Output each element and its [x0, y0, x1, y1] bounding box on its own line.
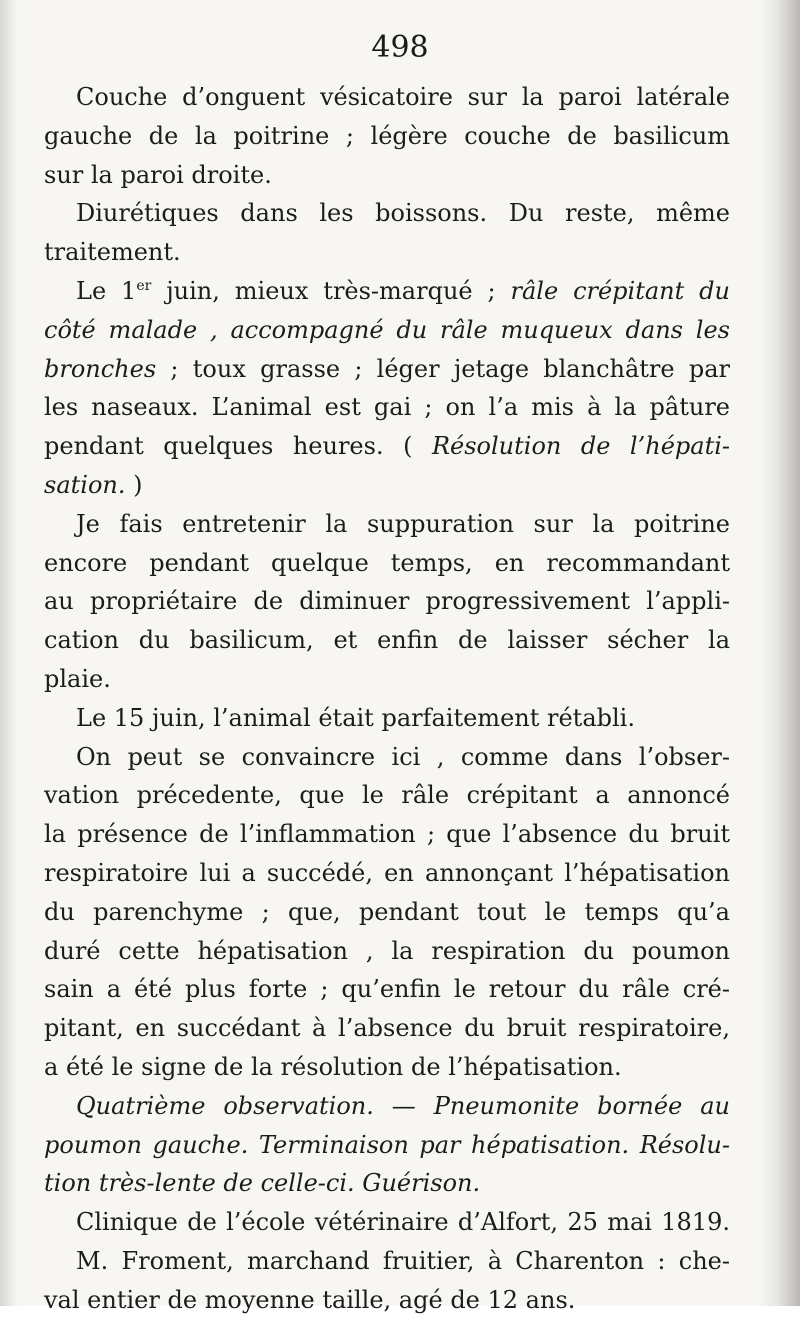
- text-line: [44, 272, 730, 311]
- text-line: [44, 427, 730, 466]
- text-line: [44, 1203, 730, 1242]
- text-line: [44, 544, 730, 583]
- text-line: [44, 388, 730, 427]
- text-line: [44, 156, 730, 195]
- text-segment: vation précedente, que le râle crépitant a annoncé: [44, 781, 730, 810]
- text-segment: val entier de moyenne taille, agé de 12 ans.: [44, 1285, 576, 1314]
- text-segment: ): [125, 470, 143, 499]
- text-segment: Couche d’onguent vésicatoire sur la paroi latérale: [76, 83, 730, 111]
- text-line: [44, 1164, 730, 1203]
- text-segment: pendant quelques heures. (: [44, 432, 432, 461]
- text-line: [44, 1281, 730, 1320]
- text-segment: gauche de la poitrine ; légère couche de basilicum: [44, 121, 730, 150]
- text-line: [44, 1242, 730, 1281]
- text-segment: Je fais entretenir la suppuration sur la poitrine: [76, 509, 730, 538]
- text-line: [44, 1087, 730, 1126]
- italic-text: bronches: [44, 354, 157, 383]
- text-line: [44, 660, 730, 699]
- text-line: [44, 466, 730, 505]
- text-segment: encore pendant quelque temps, en recommandant: [44, 548, 730, 577]
- text-segment: du parenchyme ; que, pendant tout le temps qu’a: [44, 897, 730, 926]
- text-segment: pitant, en succédant à l’absence du bruit respiratoire,: [44, 1014, 730, 1043]
- body-text: [44, 78, 730, 1320]
- italic-text: Résolution de l’hépati-: [431, 432, 730, 461]
- text-segment: juin, mieux très-marqué ;: [151, 276, 511, 305]
- text-line: [44, 505, 730, 544]
- page-left-edge: [0, 0, 18, 1306]
- text-segment: respiratoire lui a succédé, en annonçant l’hépatisation: [44, 858, 730, 887]
- text-line: [44, 815, 730, 854]
- italic-text: sation.: [44, 470, 126, 499]
- text-segment: la présence de l’inflammation ; que l’absence du bruit: [44, 820, 730, 849]
- text-line: [44, 854, 730, 893]
- text-segment: On peut se convaincre ici , comme dans l’obser-: [76, 742, 730, 771]
- text-segment: Clinique de l’école vétérinaire d’Alfort, 25 mai 1819.: [76, 1208, 730, 1237]
- text-line: [44, 776, 730, 815]
- text-line: [44, 1048, 730, 1087]
- text-segment: ; toux grasse ; léger jetage blanchâtre par: [156, 354, 730, 383]
- text-segment: Diurétiques dans les boissons. Du reste, même: [76, 199, 730, 228]
- italic-text: côté malade , accompagné du râle muqueux dans les: [44, 315, 730, 344]
- text-segment: plaie.: [44, 664, 111, 693]
- italic-text: Quatrième observation. — Pneumonite bornée au: [76, 1091, 730, 1120]
- text-segment: au propriétaire de diminuer progressivement l’appli-: [44, 587, 730, 616]
- text-line: [44, 893, 730, 932]
- text-line: [44, 194, 730, 233]
- text-segment: duré cette hépatisation , la respiration du poumon: [44, 936, 730, 965]
- text-line: [44, 699, 730, 738]
- text-line: [44, 932, 730, 971]
- text-segment: a été le signe de la résolution de l’hépatisation.: [44, 1052, 622, 1081]
- text-segment: cation du basilicum, et enfin de laisser sécher la: [44, 626, 730, 655]
- text-line: [44, 233, 730, 272]
- text-line: [44, 1009, 730, 1048]
- page-number: 498: [371, 30, 429, 65]
- text-segment: Le 15 juin, l’animal était parfaitement rétabli.: [76, 703, 635, 732]
- text-line: [44, 311, 730, 350]
- text-line: [44, 1126, 730, 1165]
- text-line: [44, 350, 730, 389]
- text-line: [44, 78, 730, 117]
- text-segment: sain a été plus forte ; qu’enfin le retour du râle cré-: [44, 975, 730, 1004]
- italic-text: râle crépitant du: [510, 276, 730, 305]
- text-segment: les naseaux. L’animal est gai ; on l’a mis à la pâture: [44, 393, 730, 422]
- text-line: [44, 970, 730, 1009]
- text-line: [44, 582, 730, 621]
- superscript-text: er: [136, 277, 152, 294]
- page-right-edge: [760, 0, 800, 1306]
- text-segment: sur la paroi droite.: [44, 160, 272, 189]
- text-segment: Le 1: [76, 276, 137, 305]
- text-line: [44, 117, 730, 156]
- text-segment: M. Froment, marchand fruitier, à Charenton : che-: [76, 1246, 730, 1275]
- text-line: [44, 738, 730, 777]
- italic-text: tion très-lente de celle-ci. Guérison.: [44, 1169, 481, 1198]
- text-line: [44, 621, 730, 660]
- text-segment: traitement.: [44, 238, 181, 267]
- italic-text: poumon gauche. Terminaison par hépatisation. Résolu-: [44, 1130, 730, 1159]
